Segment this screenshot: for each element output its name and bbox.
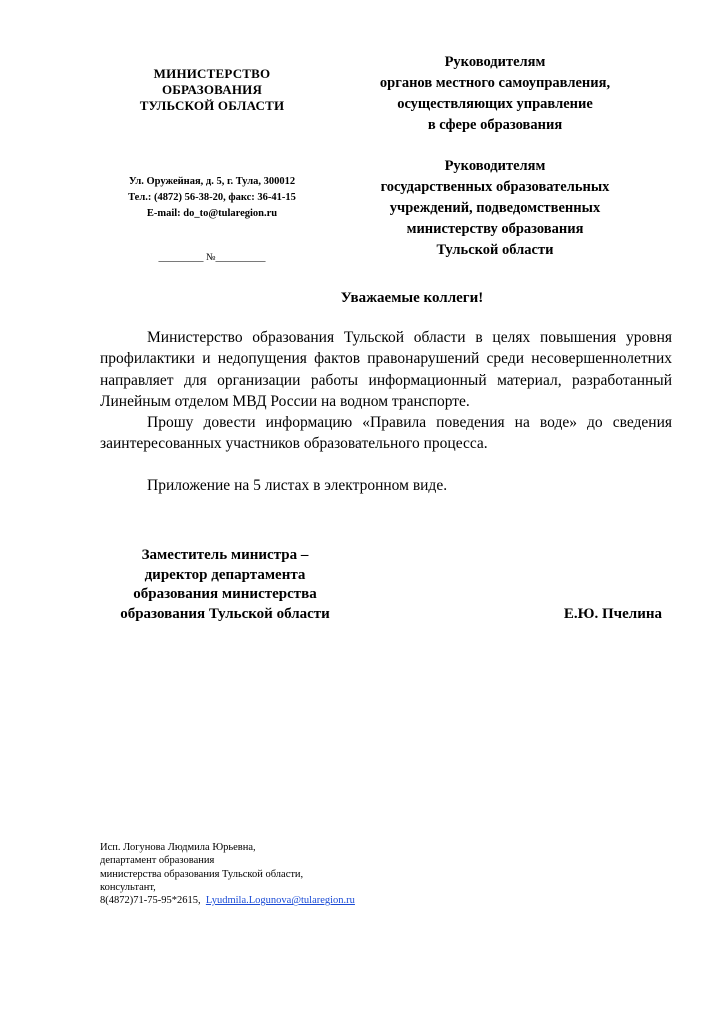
ministry-name-line: ОБРАЗОВАНИЯ bbox=[161, 82, 263, 97]
addressee-line: государственных образовательных bbox=[380, 179, 610, 195]
addressees-block bbox=[350, 52, 640, 261]
executor-contact-line bbox=[100, 894, 500, 907]
executor-email-link[interactable]: Lyudmila.Logunova@tularegion.ru bbox=[205, 895, 355, 907]
attachment-note: Приложение на 5 листах в электронном виде. bbox=[147, 476, 448, 494]
addressee-line: учреждений, подведомственных bbox=[389, 200, 601, 216]
ministry-name-line: МИНИСТЕРСТВО bbox=[153, 66, 271, 81]
executor-line: консультант, bbox=[100, 881, 156, 893]
sender-address: Ул. Оружейная, д. 5, г. Тула, 300012 bbox=[128, 176, 296, 187]
ministry-name bbox=[100, 66, 324, 114]
executor-line: министерства образования Тульской области, bbox=[100, 868, 304, 880]
body-paragraph: Прошу довести информацию «Правила поведения на воде» до сведения заинтересованных участников образовательного процесса. bbox=[100, 414, 672, 453]
signatory-position bbox=[100, 546, 350, 624]
signatory-position-line: Заместитель министра – bbox=[141, 547, 309, 563]
addressee-line: Руководителям bbox=[444, 158, 546, 174]
addressee-line: в сфере образования bbox=[427, 117, 563, 133]
body-paragraph: Министерство образования Тульской области в целях повышения уровня профилактики и недопущения фактов правонарушений среди несовершеннолетних направляет для организации работы информационный материал, разработанный Линейным отделом МВД России на водном транспорте. bbox=[100, 329, 672, 410]
executor-phone: 8(4872)71-75-95*2615, bbox=[100, 895, 201, 907]
sender-phone: Тел.: (4872) 56-38-20, факс: 36-41-15 bbox=[128, 192, 296, 203]
greeting-text: Уважаемые коллеги! bbox=[340, 290, 484, 306]
sender-block bbox=[100, 66, 324, 264]
executor-block bbox=[100, 841, 500, 907]
signatory-position-line: директор департамента bbox=[144, 566, 306, 583]
signatory-name: Е.Ю. Пчелина bbox=[563, 605, 662, 622]
signature-block bbox=[100, 546, 672, 624]
sender-contacts bbox=[100, 174, 324, 222]
signatory-position-line: образования министерства bbox=[133, 586, 317, 603]
greeting bbox=[0, 288, 724, 308]
letter-body bbox=[100, 327, 672, 496]
addressee bbox=[350, 156, 640, 261]
ministry-name-line: ТУЛЬСКОЙ ОБЛАСТИ bbox=[139, 98, 285, 113]
sender-email: E-mail: do_to@tularegion.ru bbox=[146, 208, 278, 219]
addressee bbox=[350, 52, 640, 136]
addressee-line: органов местного самоуправления, bbox=[379, 75, 611, 91]
signatory-position-line: образования Тульской области bbox=[120, 605, 330, 622]
addressee-line: министерству образования bbox=[406, 221, 584, 237]
executor-line: Исп. Логунова Людмила Юрьевна, bbox=[100, 842, 256, 853]
addressee-line: Тульской области bbox=[436, 242, 554, 258]
executor-line: департамент образования bbox=[100, 855, 215, 867]
addressee-line: Руководителям bbox=[444, 54, 546, 70]
addressee-line: осуществляющих управление bbox=[397, 96, 593, 112]
registration-number: _________ №__________ bbox=[158, 252, 266, 263]
